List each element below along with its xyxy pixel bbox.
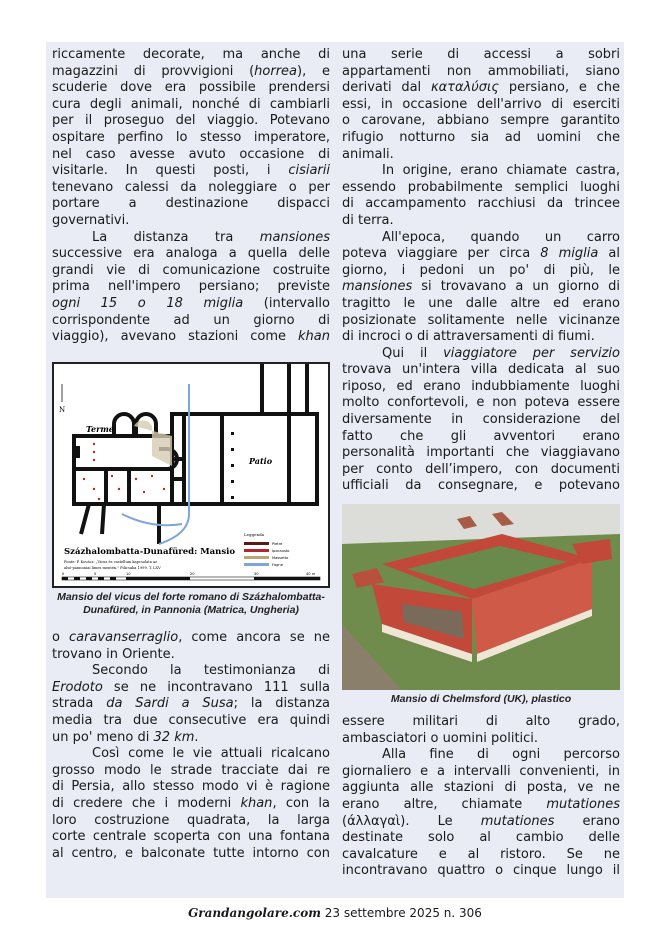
italic-text: viaggiatore per servizio: [443, 345, 620, 361]
scale-tick: 0: [62, 572, 65, 576]
text-span: riccamente decorate, ma anche di: [52, 47, 330, 62]
floor-plan-figure: [52, 362, 330, 588]
text-span: ospitare perfino lo stesso imperatore,: [52, 129, 330, 145]
text-line: [52, 230, 330, 247]
text-span: di incroci o di attraversamenti di fiumi.: [342, 329, 595, 345]
text-span: se ne incontravano 111 sulla: [102, 679, 330, 695]
text-line: [342, 395, 620, 412]
text-span: media tra due consecutive era quindi: [52, 712, 330, 728]
text-span: al centro, e balconate tutte intorno con: [52, 845, 330, 861]
text-span: un po' meno di: [52, 729, 154, 745]
left-column-bottom: [52, 630, 330, 862]
text-span: .: [194, 729, 199, 745]
text-line: [342, 113, 620, 130]
italic-text: da Sardi a Susa: [106, 696, 234, 712]
patio-label: Patio: [249, 456, 273, 466]
text-span: o carovane, abbiano sempre garantito: [342, 113, 620, 129]
text-span: cavalcature e al ristoro. Se ne: [342, 846, 620, 862]
text-line: [52, 796, 330, 813]
text-line: [342, 47, 620, 64]
text-span: erano: [554, 813, 620, 829]
text-line: [342, 230, 620, 247]
text-span: derivati dal: [342, 80, 431, 96]
italic-text: Erodoto: [52, 679, 103, 695]
text-line: [342, 329, 620, 346]
text-line: [342, 296, 620, 313]
text-span: di accampamento racchiusi da trincee: [342, 196, 620, 212]
text-span: una serie di accessi a sobri: [342, 47, 620, 62]
italic-text: cisiarii: [288, 163, 330, 179]
text-line: [52, 113, 330, 130]
text-line: [342, 814, 620, 831]
text-line: [52, 746, 330, 763]
plan-source-1: Fonte: P. Kovács: „Vicus és castellum kapcsolata az: [64, 560, 158, 564]
text-line: [52, 647, 330, 664]
text-line: [52, 213, 330, 230]
scale-tick: 20: [190, 572, 195, 576]
italic-text: καταλύσις: [430, 80, 500, 96]
text-span: grandi vie di comunicazione costruite: [52, 262, 330, 278]
text-line: [52, 813, 330, 830]
text-span: viaggio), avevano stazioni come: [52, 329, 299, 345]
text-span: rifugio notturno sia ad uomini che: [342, 129, 620, 145]
text-line: [52, 147, 330, 164]
right-column-bottom: [342, 714, 620, 880]
text-span: ), e: [297, 63, 330, 79]
text-span: governativi.: [52, 212, 130, 228]
legend-item: Ipocausto: [272, 549, 290, 553]
italic-text: caravanserraglio: [69, 630, 179, 645]
text-span: Alla fine di ogni percorso: [382, 747, 620, 763]
text-span: visitarle. In questi posti, i: [52, 163, 289, 179]
scale-bar: [62, 572, 316, 576]
text-line: [342, 797, 620, 814]
text-line: [342, 196, 620, 213]
text-span: ; la distanza: [233, 696, 330, 712]
text-span: destinate solo al cambio delle: [342, 830, 620, 846]
text-span: personalità importanti che viaggiavano: [342, 445, 620, 461]
text-line: [342, 379, 620, 396]
plan-source-2: alsó-pannoniai limes mentén." Pilicsaba 1999. T. LXV: [64, 566, 161, 570]
footer-issue: 23 settembre 2025 n. 306: [324, 906, 482, 920]
text-span: scuderie dove era possibile prendersi: [52, 80, 330, 96]
text-line: [342, 213, 620, 230]
text-span: di credere che i moderni: [52, 795, 241, 811]
scale-tick: 30: [254, 572, 259, 576]
text-span: molto confortevoli, e non poteva essere: [342, 395, 620, 411]
text-line: [52, 779, 330, 796]
text-span: di Persia, allo stesso modo vi è ragione: [52, 779, 330, 795]
text-span: trovano in Oriente.: [52, 646, 175, 662]
text-span: strada: [52, 696, 107, 712]
text-span: , con la: [272, 795, 330, 811]
text-line: [342, 847, 620, 864]
text-span: (άλλαγαὶ). Le: [342, 813, 481, 829]
text-span: corrispondente ad un giorno di: [52, 312, 330, 328]
text-span: per il proseguo del viaggio. Potevano: [52, 113, 330, 129]
text-span: essendo probabilmente semplici luoghi: [342, 179, 620, 195]
text-line: [342, 279, 620, 296]
text-span: portare a destinazione dispacci: [52, 196, 330, 212]
text-line: [52, 80, 330, 97]
text-span: posizionate solitamente nelle vicinanze: [342, 312, 620, 328]
text-span: successive era analoga a quella delle: [52, 246, 330, 262]
text-line: [342, 863, 620, 880]
text-line: [52, 180, 330, 197]
text-line: [342, 80, 620, 97]
legend-item: Fogne: [272, 563, 283, 567]
text-line: [52, 763, 330, 780]
text-line: [342, 780, 620, 797]
text-line: [342, 731, 620, 748]
italic-text: ogni 15 o 18 miglia: [52, 295, 244, 311]
text-span: tragitto le une dalle altre ed erano: [342, 295, 620, 311]
text-span: al: [598, 246, 620, 262]
text-line: [342, 429, 620, 446]
text-line: [342, 714, 620, 731]
italic-text: khan: [298, 329, 330, 345]
text-line: [52, 713, 330, 730]
plan-caption: [52, 591, 330, 616]
chelmsford-model-image: [342, 504, 620, 690]
text-line: [342, 313, 620, 330]
text-line: [52, 47, 330, 64]
text-span: poteva viaggiare per circa: [342, 246, 541, 262]
text-span: essere militari di alto grado,: [342, 714, 620, 729]
text-span: fatto che gli avventori erano: [342, 428, 620, 444]
text-line: [52, 163, 330, 180]
text-span: All'epoca, quando un carro: [382, 229, 620, 245]
text-line: [342, 362, 620, 379]
text-line: [52, 313, 330, 330]
text-span: prima nell'impero persiano; previste: [52, 279, 330, 295]
north-label: N: [59, 406, 66, 414]
text-line: [52, 730, 330, 747]
text-line: [52, 130, 330, 147]
text-span: magazzini di provvigioni (: [52, 63, 255, 79]
model-caption: Mansio di Chelmsford (UK), plastico: [390, 693, 572, 705]
text-line: [342, 764, 620, 781]
floor-plan-image: [54, 364, 328, 586]
text-line: [342, 246, 620, 263]
text-line: [52, 263, 330, 280]
italic-text: mutationes: [480, 813, 555, 829]
text-line: [52, 97, 330, 114]
text-line: [342, 97, 620, 114]
text-line: [52, 829, 330, 846]
text-span: Così come le vie attuali ricalcano: [92, 746, 330, 762]
text-line: [342, 263, 620, 280]
text-line: [52, 663, 330, 680]
text-span: (intervallo: [243, 295, 330, 311]
left-column-top: [52, 47, 330, 346]
text-line: [342, 412, 620, 429]
text-span: si trovavano a un giorno di: [412, 279, 620, 295]
text-line: [52, 64, 330, 81]
text-span: animali.: [342, 146, 394, 162]
scale-tick: 5: [94, 572, 97, 576]
caption-line: Mansio del vicus del forte romano di Százhalombatta-: [57, 591, 325, 603]
text-line: [342, 830, 620, 847]
text-line: [342, 445, 620, 462]
page-footer: [0, 906, 670, 920]
text-line: [52, 680, 330, 697]
text-span: erano altre, chiamate: [342, 796, 547, 812]
text-span: In origine, erano chiamate castra,: [382, 163, 620, 179]
text-line: [52, 246, 330, 263]
scale-tick: 40 m: [306, 572, 316, 576]
text-line: [342, 147, 620, 164]
text-span: incontravano quattro o cinque lungo il: [342, 863, 620, 879]
text-span: trovava un'intera villa dedicata al suo: [342, 362, 620, 378]
right-column-top: [342, 47, 620, 495]
text-line: [342, 478, 620, 495]
text-span: ufficiali da consegnare, e potevano: [342, 478, 620, 494]
text-line: [342, 130, 620, 147]
text-line: [52, 296, 330, 313]
text-span: corte centrale scoperta con una fontana: [52, 829, 330, 845]
italic-text: khan: [240, 795, 273, 811]
italic-text: mansiones: [342, 279, 413, 295]
text-span: giornaliero e a intervalli convenienti, in: [342, 763, 620, 779]
italic-text: 8 miglia: [540, 246, 599, 262]
text-line: [342, 462, 620, 479]
text-span: o: [52, 630, 70, 645]
text-span: ambasciatori o uomini politici.: [342, 730, 539, 746]
text-span: giorno, i pedoni un po' di più, le: [342, 262, 620, 278]
text-span: Secondo la testimonianza di: [92, 663, 330, 679]
text-span: loro costruzione quadrata, la larga: [52, 812, 330, 828]
text-line: [52, 696, 330, 713]
terme-label: Terme: [86, 424, 114, 434]
text-span: La distanza tra: [92, 229, 260, 245]
text-span: riposo, ed erano indubbiamente luoghi: [342, 378, 620, 394]
text-span: cura degli animali, nonché di cambiarli: [52, 96, 330, 112]
text-line: [342, 180, 620, 197]
text-span: di terra.: [342, 212, 394, 228]
caption-line: Dunafüred, in Pannonia (Matrica, Ungheria): [83, 603, 299, 616]
text-line: [342, 346, 620, 363]
text-span: Qui il: [382, 345, 444, 361]
text-line: [52, 196, 330, 213]
text-span: persiano, e che: [499, 80, 620, 96]
text-span: diversamente in considerazione del: [342, 412, 620, 428]
text-span: grosso modo le strade tracciate dai re: [52, 762, 330, 778]
text-line: [52, 846, 330, 863]
text-line: [52, 329, 330, 346]
text-span: nel caso avesse avuto occasione di: [52, 146, 330, 162]
model-photo: [342, 504, 620, 690]
italic-text: horrea: [254, 63, 298, 79]
text-span: aggiunta alle stazioni di posta, ve ne: [342, 780, 620, 796]
text-span: appartamenti non ammobiliati, siano: [342, 63, 620, 79]
legend-item: Massetto: [272, 556, 289, 560]
italic-text: 32 km: [153, 729, 195, 745]
italic-text: mutationes: [546, 796, 620, 812]
text-span: essi, in occasione dell'arrivo di eserciti: [342, 96, 620, 112]
text-line: [342, 163, 620, 180]
legend-title: Leggenda: [244, 532, 265, 537]
text-span: tenevano calessi da noleggiare o per: [52, 179, 330, 195]
italic-text: mansiones: [259, 229, 330, 245]
scale-tick: 10: [126, 572, 131, 576]
text-line: [342, 64, 620, 81]
footer-brand: Grandangolare.com: [188, 906, 321, 920]
text-line: [342, 747, 620, 764]
text-line: [52, 630, 330, 647]
legend-item: Pietre: [272, 542, 283, 546]
text-span: per conto dell’impero, con documenti: [342, 461, 620, 477]
text-line: [52, 279, 330, 296]
plan-title: Százhalombatta-Dunafüred: Mansio: [64, 547, 236, 557]
text-span: , come ancora se ne: [178, 630, 330, 645]
